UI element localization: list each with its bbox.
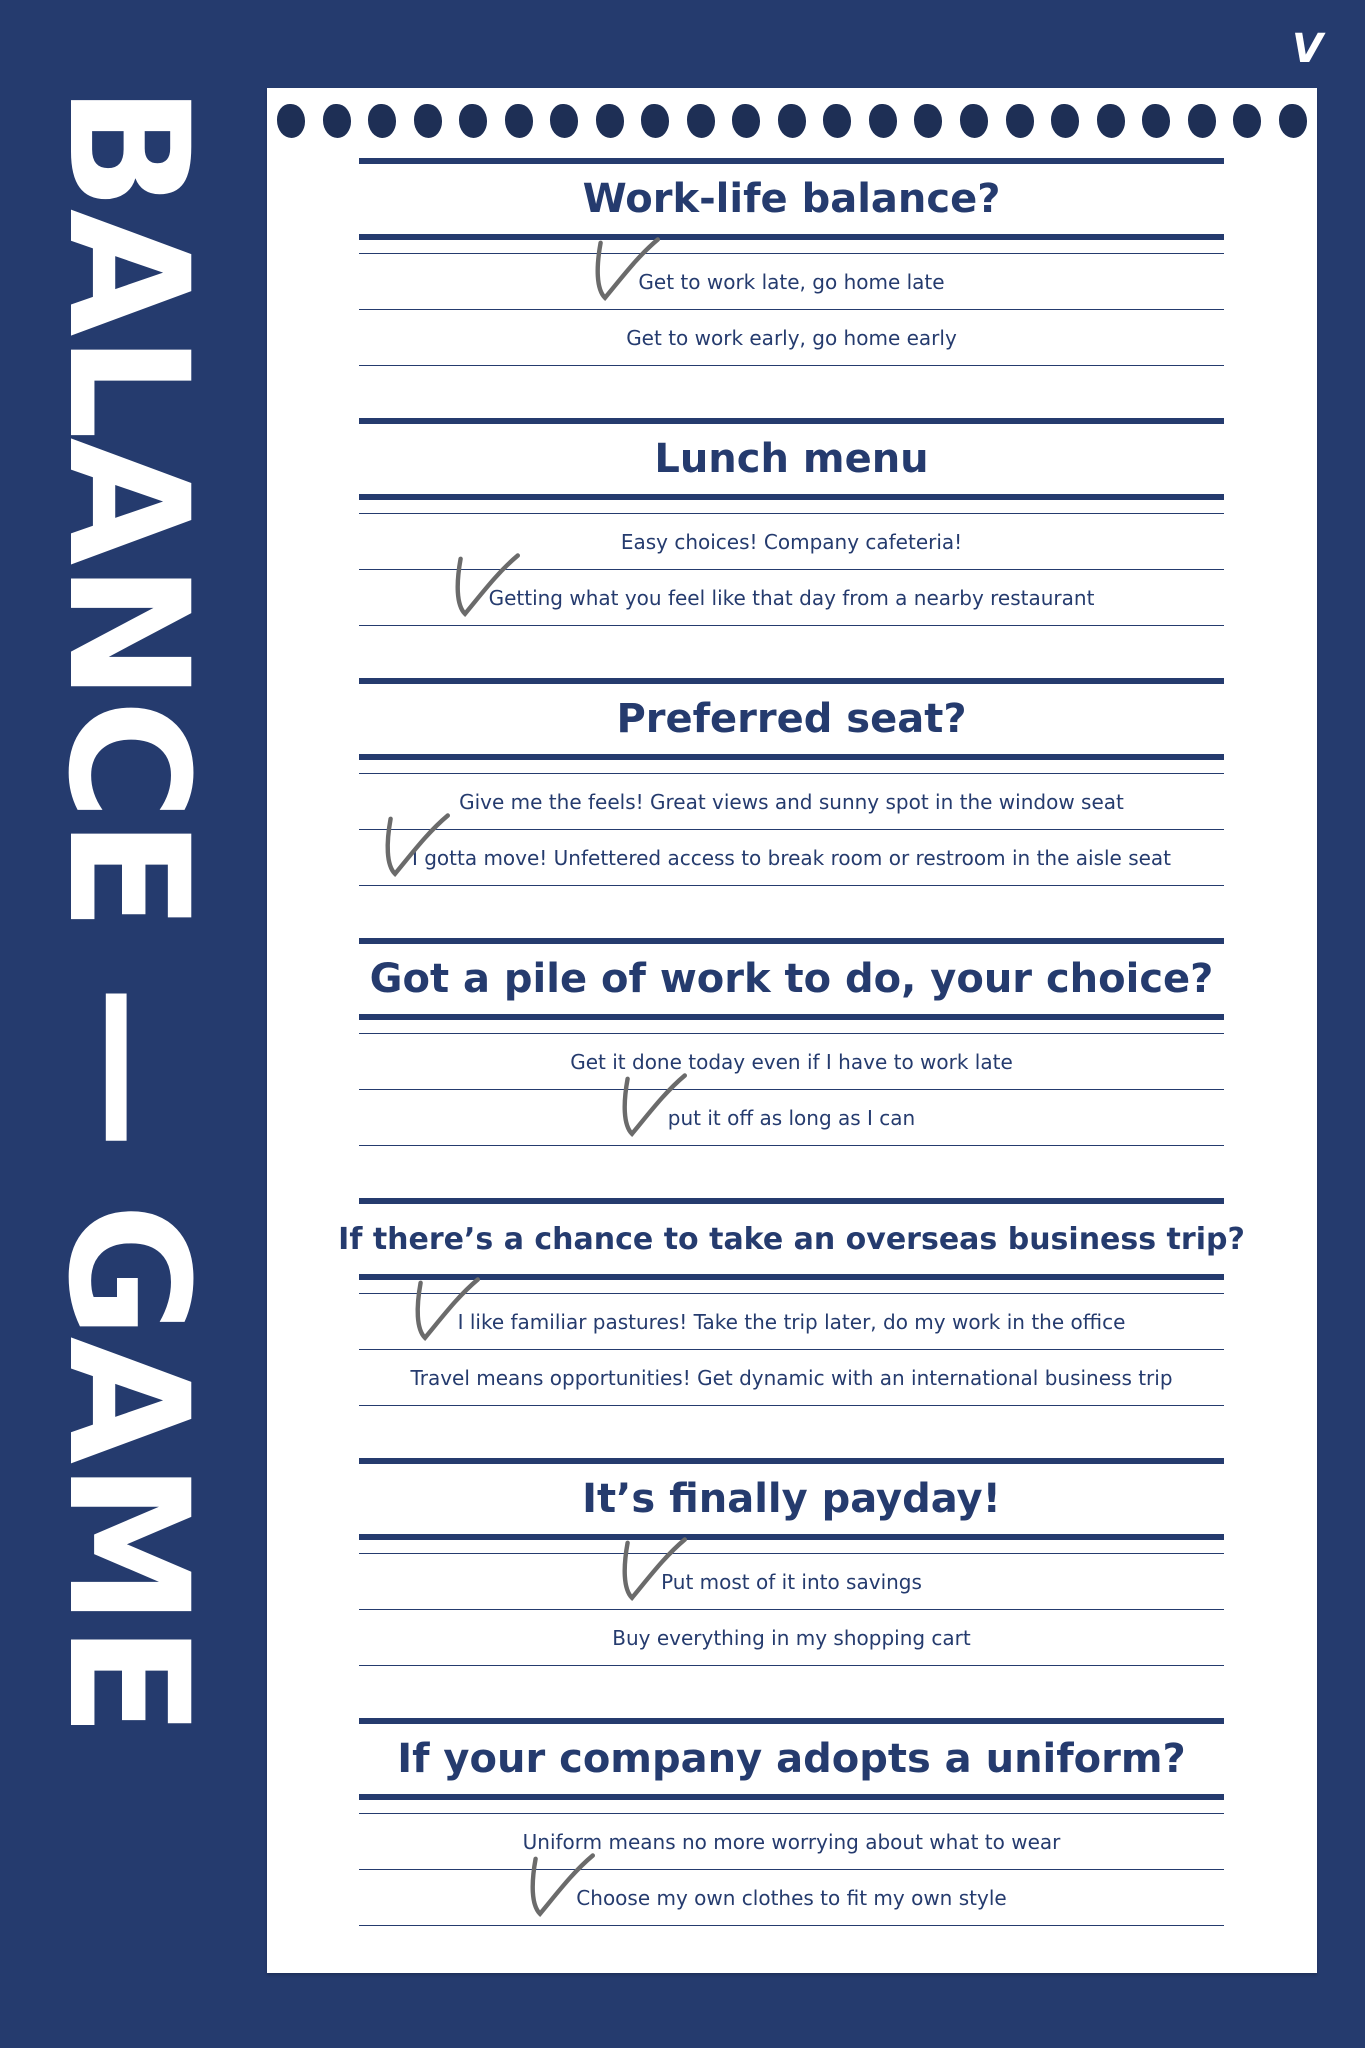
- option-label: I gotta move! Unfettered access to break room or restroom in the aisle seat: [411, 845, 1172, 870]
- binder-hole-icon: [1006, 104, 1034, 138]
- side-title-text: BALANCE — GAME: [32, 85, 224, 1736]
- option-label: put it off as long as I can: [667, 1105, 916, 1130]
- binder-hole-icon: [1051, 104, 1079, 138]
- checkmark-icon: [621, 1534, 687, 1600]
- option-item[interactable]: [359, 1294, 1224, 1350]
- question-uniform: [359, 1718, 1224, 1926]
- option-label: Get to work late, go home late: [638, 269, 945, 294]
- brand-logo: V: [1292, 26, 1323, 72]
- checkmark-icon: [594, 234, 660, 300]
- option-label: Travel means opportunities! Get dynamic with an international business trip: [410, 1365, 1173, 1390]
- option-item[interactable]: [359, 1814, 1224, 1870]
- option-item[interactable]: [359, 254, 1224, 310]
- option-label: Getting what you feel like that day from a nearby restaurant: [488, 585, 1095, 610]
- option-label: Buy everything in my shopping cart: [612, 1625, 971, 1650]
- question-title: Lunch menu: [654, 436, 929, 482]
- binder-hole-icon: [323, 104, 351, 138]
- question-lunch-menu: [359, 418, 1224, 626]
- binder-hole-icon: [1233, 104, 1261, 138]
- option-label: Choose my own clothes to fit my own style: [576, 1885, 1007, 1910]
- binder-hole-icon: [368, 104, 396, 138]
- option-label: Put most of it into savings: [661, 1569, 922, 1594]
- option-label: Uniform means no more worrying about what to wear: [522, 1829, 1061, 1854]
- option-label: Get it done today even if I have to work late: [570, 1049, 1013, 1074]
- question-payday: [359, 1458, 1224, 1666]
- binder-hole-icon: [550, 104, 578, 138]
- option-item[interactable]: [359, 1554, 1224, 1610]
- option-item[interactable]: [359, 1350, 1224, 1406]
- binder-hole-icon: [869, 104, 897, 138]
- question-title: Preferred seat?: [616, 696, 967, 742]
- binder-hole-icon: [596, 104, 624, 138]
- binder-hole-icon: [687, 104, 715, 138]
- checkmark-icon: [414, 1274, 480, 1340]
- question-title: Got a pile of work to do, your choice?: [369, 956, 1214, 1002]
- checkmark-icon: [621, 1070, 687, 1136]
- binder-hole-icon: [1097, 104, 1125, 138]
- binder-hole-icon: [459, 104, 487, 138]
- question-work-life: [359, 158, 1224, 366]
- question-title: Work-life balance?: [582, 176, 1001, 222]
- option-item[interactable]: [359, 774, 1224, 830]
- option-item[interactable]: [359, 570, 1224, 626]
- question-business-trip: [338, 1198, 1245, 1406]
- checkmark-icon: [529, 1850, 595, 1916]
- checkmark-icon: [454, 550, 520, 616]
- binder-holes: [267, 104, 1317, 138]
- binder-hole-icon: [732, 104, 760, 138]
- binder-hole-icon: [277, 104, 305, 138]
- question-pile-of-work: [359, 938, 1224, 1146]
- binder-hole-icon: [1279, 104, 1307, 138]
- question-title: If there’s a chance to take an overseas business trip?: [338, 1221, 1245, 1257]
- option-item[interactable]: [359, 830, 1224, 886]
- option-item[interactable]: [359, 310, 1224, 366]
- option-item[interactable]: [359, 1610, 1224, 1666]
- option-label: Get to work early, go home early: [626, 325, 957, 350]
- option-label: Give me the feels! Great views and sunny spot in the window seat: [459, 789, 1124, 814]
- checkmark-icon: [384, 810, 450, 876]
- binder-hole-icon: [505, 104, 533, 138]
- option-item[interactable]: [359, 1034, 1224, 1090]
- binder-hole-icon: [1188, 104, 1216, 138]
- option-item[interactable]: [359, 1870, 1224, 1926]
- binder-hole-icon: [414, 104, 442, 138]
- binder-hole-icon: [823, 104, 851, 138]
- binder-hole-icon: [641, 104, 669, 138]
- question-title: It’s finally payday!: [582, 1476, 1001, 1522]
- notepad: [267, 88, 1317, 1973]
- option-label: Easy choices! Company cafeteria!: [620, 529, 963, 554]
- binder-hole-icon: [778, 104, 806, 138]
- question-preferred-seat: [359, 678, 1224, 886]
- binder-hole-icon: [914, 104, 942, 138]
- side-title: [32, 85, 224, 1980]
- binder-hole-icon: [960, 104, 988, 138]
- option-item[interactable]: [359, 1090, 1224, 1146]
- binder-hole-icon: [1142, 104, 1170, 138]
- option-label: I like familiar pastures! Take the trip later, do my work in the office: [457, 1309, 1126, 1334]
- question-title: If your company adopts a uniform?: [397, 1736, 1186, 1782]
